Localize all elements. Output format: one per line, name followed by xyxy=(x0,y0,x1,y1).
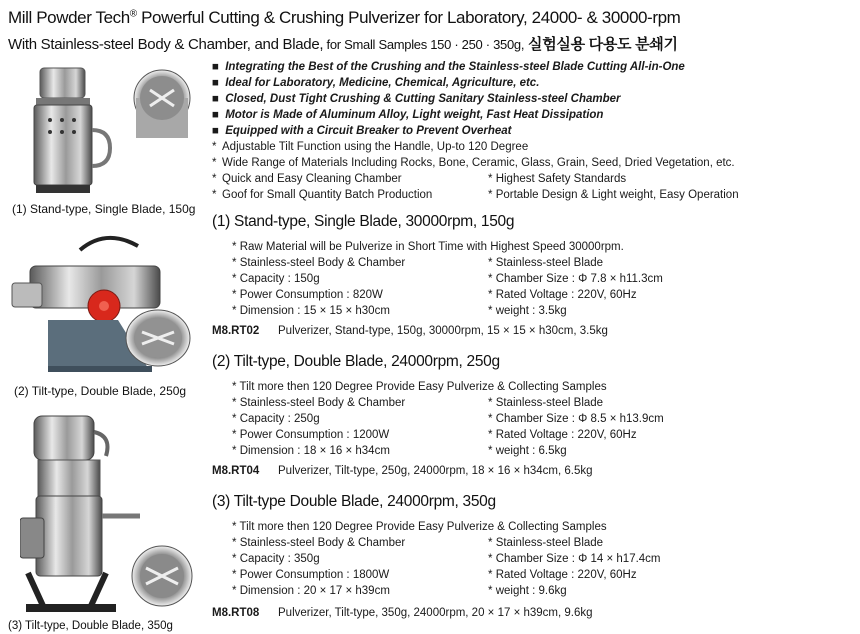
product-2-left-1: * Stainless-steel Body & Chamber xyxy=(232,397,406,409)
page-subtitle xyxy=(8,33,678,54)
subtitle-a: With Stainless-steel Body & Chamber, and Blade, xyxy=(8,36,324,53)
feature-plain-1: * Adjustable Tilt Function using the Handle, Up-to 120 Degree xyxy=(212,141,529,153)
title-rest: Powerful Cutting & Crushing Pulverizer for Laboratory, 24000- & 30000-rpm xyxy=(136,8,681,27)
product-2-left-4: * Dimension : 18 × 16 × h34cm xyxy=(232,445,390,457)
product-3-right-3: * Rated Voltage : 220V, 60Hz xyxy=(488,569,637,581)
feature-pair-2-right: * Portable Design & Light weight, Easy Operation xyxy=(488,189,739,201)
stand-type-pulverizer-photo xyxy=(10,60,195,200)
product-1-right-1: * Stainless-steel Blade xyxy=(488,257,604,269)
product-3-right-1: * Stainless-steel Blade xyxy=(488,537,604,549)
product-1-left-3: * Power Consumption : 820W xyxy=(232,289,383,301)
product-2-intro: * Tilt more then 120 Degree Provide Easy Pulverize & Collecting Samples xyxy=(232,381,607,393)
tilt-type-350g-photo xyxy=(20,408,195,616)
model-code: M8.RT02 xyxy=(212,325,260,337)
product-3-model xyxy=(212,607,593,619)
feature-pair-1-right: * Highest Safety Standards xyxy=(488,173,627,185)
model-code: M8.RT04 xyxy=(212,465,260,477)
feature-plain-2: * Wide Range of Materials Including Rocks, Bone, Ceramic, Glass, Grain, Seed, Dried Vegetation, etc. xyxy=(212,157,735,169)
caption-stand-type: (1) Stand-type, Single Blade, 150g xyxy=(12,202,196,216)
product-2-left-3: * Power Consumption : 1200W xyxy=(232,429,390,441)
product-2-right-3: * Rated Voltage : 220V, 60Hz xyxy=(488,429,637,441)
product-3-left-1: * Stainless-steel Body & Chamber xyxy=(232,537,406,549)
product-2-left-2: * Capacity : 250g xyxy=(232,413,320,425)
product-2-right-4: * weight : 6.5kg xyxy=(488,445,567,457)
model-desc: Pulverizer, Stand-type, 150g, 30000rpm, 15 × 15 × h30cm, 3.5kg xyxy=(278,325,608,337)
product-1-heading: (1) Stand-type, Single Blade, 30000rpm, 150g xyxy=(212,213,515,230)
product-2-heading: (2) Tilt-type, Double Blade, 24000rpm, 250g xyxy=(212,353,500,370)
feature-bold-3: ■ Closed, Dust Tight Crushing & Cutting Sanitary Stainless-steel Chamber xyxy=(212,93,621,105)
product-1-intro: * Raw Material will be Pulverize in Short Time with Highest Speed 30000rpm. xyxy=(232,241,624,253)
caption-tilt-type-350g: (3) Tilt-type, Double Blade, 350g xyxy=(8,620,173,632)
registered-mark: ® xyxy=(129,8,137,20)
product-3-left-3: * Power Consumption : 1800W xyxy=(232,569,390,581)
product-2-right-2: * Chamber Size : Φ 8.5 × h13.9cm xyxy=(488,413,664,425)
feature-bold-1: ■ Integrating the Best of the Crushing and the Stainless-steel Blade Cutting All-in-One xyxy=(212,61,685,73)
model-code: M8.RT08 xyxy=(212,607,260,619)
product-1-left-4: * Dimension : 15 × 15 × h30cm xyxy=(232,305,390,317)
subtitle-korean: 실험실용 다용도 분쇄기 xyxy=(524,36,678,53)
feature-pair-1-left: * Quick and Easy Cleaning Chamber xyxy=(212,173,402,185)
product-1-left-1: * Stainless-steel Body & Chamber xyxy=(232,257,406,269)
feature-bold-5: ■ Equipped with a Circuit Breaker to Prevent Overheat xyxy=(212,125,512,137)
product-1-right-3: * Rated Voltage : 220V, 60Hz xyxy=(488,289,637,301)
model-desc: Pulverizer, Tilt-type, 350g, 24000rpm, 20 × 17 × h39cm, 9.6kg xyxy=(278,607,593,619)
model-desc: Pulverizer, Tilt-type, 250g, 24000rpm, 18 × 16 × h34cm, 6.5kg xyxy=(278,465,593,477)
title-main: Mill Powder Tech xyxy=(8,8,130,27)
product-2-model xyxy=(212,465,593,477)
feature-pair-2-left: * Goof for Small Quantity Batch Production xyxy=(212,189,433,201)
product-3-heading: (3) Tilt-type Double Blade, 24000rpm, 350g xyxy=(212,493,496,510)
product-3-right-2: * Chamber Size : Φ 14 × h17.4cm xyxy=(488,553,661,565)
product-3-intro: * Tilt more then 120 Degree Provide Easy Pulverize & Collecting Samples xyxy=(232,521,607,533)
subtitle-b: for Small Samples 150 · 250 · 350g, xyxy=(323,37,525,52)
product-3-left-4: * Dimension : 20 × 17 × h39cm xyxy=(232,585,390,597)
product-3-left-2: * Capacity : 350g xyxy=(232,553,320,565)
product-2-right-1: * Stainless-steel Blade xyxy=(488,397,604,409)
feature-bold-4: ■ Motor is Made of Aluminum Alloy, Light weight, Fast Heat Dissipation xyxy=(212,109,604,121)
product-3-right-4: * weight : 9.6kg xyxy=(488,585,567,597)
caption-tilt-type-250g: (2) Tilt-type, Double Blade, 250g xyxy=(14,384,187,398)
product-1-right-4: * weight : 3.5kg xyxy=(488,305,567,317)
tilt-type-250g-photo xyxy=(8,228,193,378)
page-title xyxy=(8,8,680,28)
product-1-left-2: * Capacity : 150g xyxy=(232,273,320,285)
feature-bold-2: ■ Ideal for Laboratory, Medicine, Chemical, Agriculture, etc. xyxy=(212,77,540,89)
product-1-model xyxy=(212,325,608,337)
product-1-right-2: * Chamber Size : Φ 7.8 × h11.3cm xyxy=(488,273,663,285)
